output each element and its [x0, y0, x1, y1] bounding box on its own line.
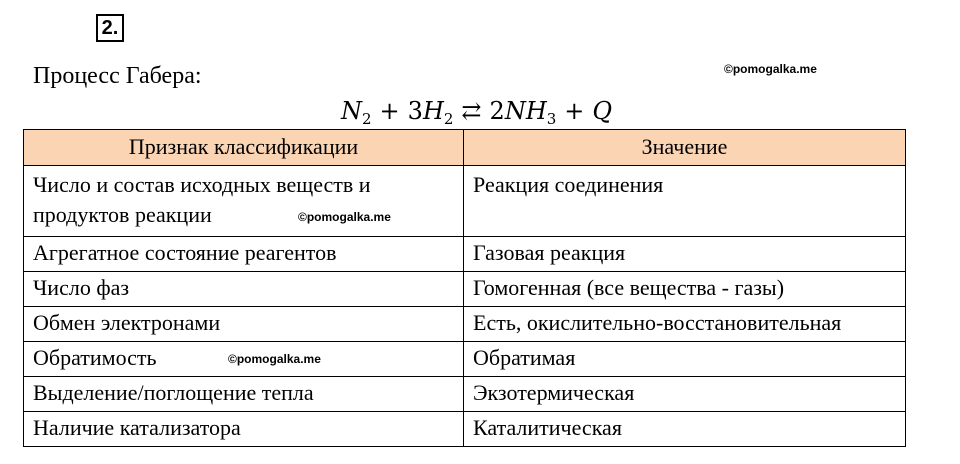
classification-table [23, 129, 906, 447]
eq-heat: Q [592, 97, 613, 125]
reaction-equation [341, 96, 612, 126]
criterion-cell: Обратимость [24, 342, 464, 377]
value-cell: Каталитическая [464, 412, 906, 447]
criterion-cell: Число фаз [24, 272, 464, 307]
eq-reversible-arrow: ⇄ [461, 97, 482, 125]
value-cell: Обратимая [464, 342, 906, 377]
table-row [24, 307, 906, 342]
watermark: ©pomogalka.me [724, 62, 817, 76]
watermark: ©pomogalka.me [298, 210, 391, 224]
table-header-row [24, 130, 906, 166]
table-row [24, 166, 906, 237]
value-cell: Есть, окислительно-восстановительная [464, 307, 906, 342]
criterion-cell: Выделение/поглощение тепла [24, 377, 464, 412]
criterion-cell: Наличие катализатора [24, 412, 464, 447]
eq-plus: + [564, 97, 585, 125]
eq-hydrogen-coef: 3 [407, 97, 423, 125]
header-value: Значение [464, 130, 906, 166]
value-cell: Реакция соединения [464, 166, 906, 237]
criterion-cell: Обмен электронами [24, 307, 464, 342]
value-cell: Гомогенная (все вещества - газы) [464, 272, 906, 307]
eq-nitrogen: N [341, 97, 362, 125]
table-row [24, 412, 906, 447]
eq-plus: + [379, 97, 400, 125]
eq-ammonia: NH [504, 97, 547, 125]
table-row [24, 272, 906, 307]
table-row [24, 237, 906, 272]
intro-text: Процесс Габера: [33, 63, 202, 89]
value-cell: Экзотермическая [464, 377, 906, 412]
table-row [24, 342, 906, 377]
eq-ammonia-coef: 2 [489, 97, 505, 125]
eq-ammonia-index: 3 [546, 110, 557, 128]
criterion-cell: Агрегатное состояние реагентов [24, 237, 464, 272]
eq-nitrogen-index: 2 [362, 110, 372, 128]
header-criterion: Признак классификации [24, 130, 464, 166]
criterion-cell: Число и состав исходных веществ и продуктов реакции [24, 166, 464, 237]
table-row [24, 377, 906, 412]
watermark: ©pomogalka.me [228, 352, 321, 366]
eq-hydrogen-index: 2 [443, 110, 454, 128]
value-cell: Газовая реакция [464, 237, 906, 272]
task-number: 2. [96, 14, 124, 42]
eq-hydrogen: H [422, 97, 444, 125]
